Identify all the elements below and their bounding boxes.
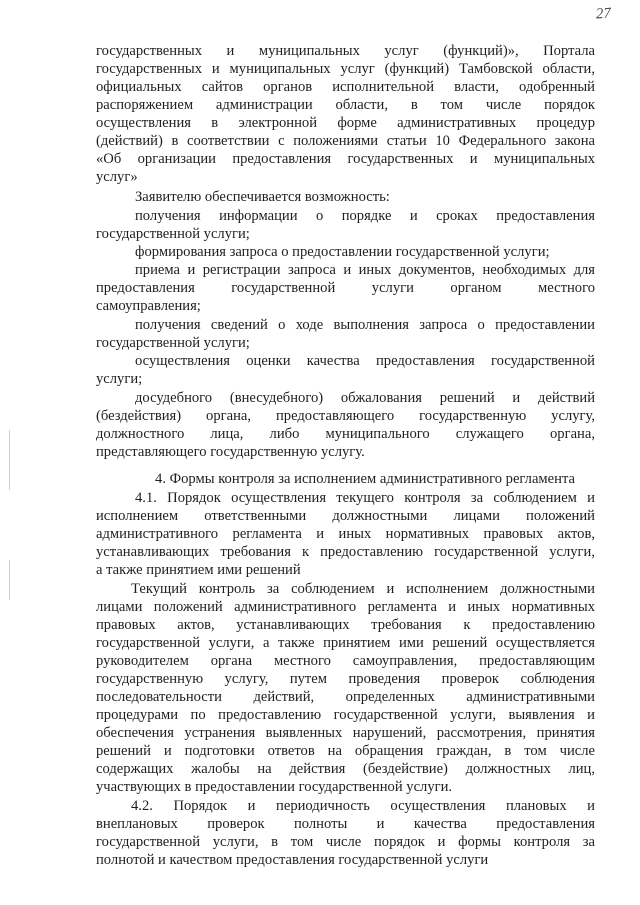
text-line: устанавливающих требования к предоставлению государственной услуги, bbox=[96, 544, 595, 560]
text-line: услуг» bbox=[96, 169, 138, 185]
text-line: государственной услуги, в том числе порядок и формы контроля за bbox=[96, 834, 595, 850]
text-line: руководителем органа местного самоуправления, предоставляющим bbox=[96, 653, 595, 669]
scan-edge-mark bbox=[9, 430, 10, 490]
text-line: государственной услуги, а также принятием ими решений осуществляется bbox=[96, 635, 595, 651]
text-line: исполнением ответственными должностными лицами положений bbox=[96, 508, 595, 524]
text-line: 4.2. Порядок и периодичность осуществления плановых и bbox=[131, 798, 595, 814]
text-line: должностного лица, либо муниципального служащего органа, bbox=[96, 426, 595, 442]
text-line: содержащих жалобы на действия (бездействие) должностных лиц, bbox=[96, 761, 595, 777]
text-line: государственной услуги; bbox=[96, 226, 250, 242]
text-line: досудебного (внесудебного) обжалования решений и действий bbox=[135, 390, 595, 406]
text-line: осуществления в электронной форме административных процедур bbox=[96, 115, 595, 131]
text-line: процедурами по предоставлению государственной услуги, выявления и bbox=[96, 707, 595, 723]
section-heading: 4. Формы контроля за исполнением административного регламента bbox=[155, 471, 575, 487]
scan-edge-mark bbox=[9, 560, 10, 600]
text-line: официальных сайтов органов исполнительной власти, одобренный bbox=[96, 79, 595, 95]
text-line: 4.1. Порядок осуществления текущего контроля за соблюдением и bbox=[135, 490, 595, 506]
text-line: представляющего государственную услугу. bbox=[96, 444, 365, 460]
text-line: предоставления государственной услуги органом местного bbox=[96, 280, 595, 296]
text-line: решений и подготовки ответов на обращения граждан, в том числе bbox=[96, 743, 595, 759]
text-line: полнотой и качеством предоставления государственной услуги bbox=[96, 852, 489, 868]
text-line: получения сведений о ходе выполнения запроса о предоставлении bbox=[135, 317, 595, 333]
text-line: формирования запроса о предоставлении государственной услуги; bbox=[135, 244, 550, 260]
text-line: самоуправления; bbox=[96, 298, 201, 314]
text-line: Текущий контроль за соблюдением и исполнением должностными bbox=[131, 581, 595, 597]
text-line: а также принятием ими решений bbox=[96, 562, 301, 578]
text-line: получения информации о порядке и сроках предоставления bbox=[135, 208, 595, 224]
text-line: государственных и муниципальных услуг (функций) Тамбовской области, bbox=[96, 61, 595, 77]
text-line: (бездействия) органа, предоставляющего государственную услугу, bbox=[96, 408, 595, 424]
text-line: лицами положений административного регламента и иных нормативных bbox=[96, 599, 595, 615]
text-line: внеплановых проверок полноты и качества предоставления bbox=[96, 816, 595, 832]
text-line: обеспечения устранения выявленных нарушений, рассмотрения, принятия bbox=[96, 725, 595, 741]
text-line: административного регламента и иных нормативных правовых актов, bbox=[96, 526, 595, 542]
text-line: распоряжением администрации области, в том числе порядок bbox=[96, 97, 595, 113]
text-line: (действий) в соответствии с положениями статьи 10 Федерального закона bbox=[96, 133, 595, 149]
text-line: Заявителю обеспечивается возможность: bbox=[135, 189, 390, 205]
text-line: участвующих в предоставлении государственной услуги. bbox=[96, 779, 453, 795]
text-line: приема и регистрации запроса и иных документов, необходимых для bbox=[135, 262, 595, 278]
text-line: государственную услугу, путем проведения проверок соблюдения bbox=[96, 671, 595, 687]
text-line: услуги; bbox=[96, 371, 143, 387]
page-number: 27 bbox=[595, 5, 612, 23]
text-line: последовательности действий, определенных административными bbox=[96, 689, 595, 705]
text-line: «Об организации предоставления государственных и муниципальных bbox=[96, 151, 595, 167]
text-line: правовых актов, устанавливающих требования к предоставлению bbox=[96, 617, 595, 633]
text-line: государственной услуги; bbox=[96, 335, 250, 351]
text-line: осуществления оценки качества предоставления государственной bbox=[135, 353, 595, 369]
text-line: государственных и муниципальных услуг (функций)», Портала bbox=[96, 43, 595, 59]
